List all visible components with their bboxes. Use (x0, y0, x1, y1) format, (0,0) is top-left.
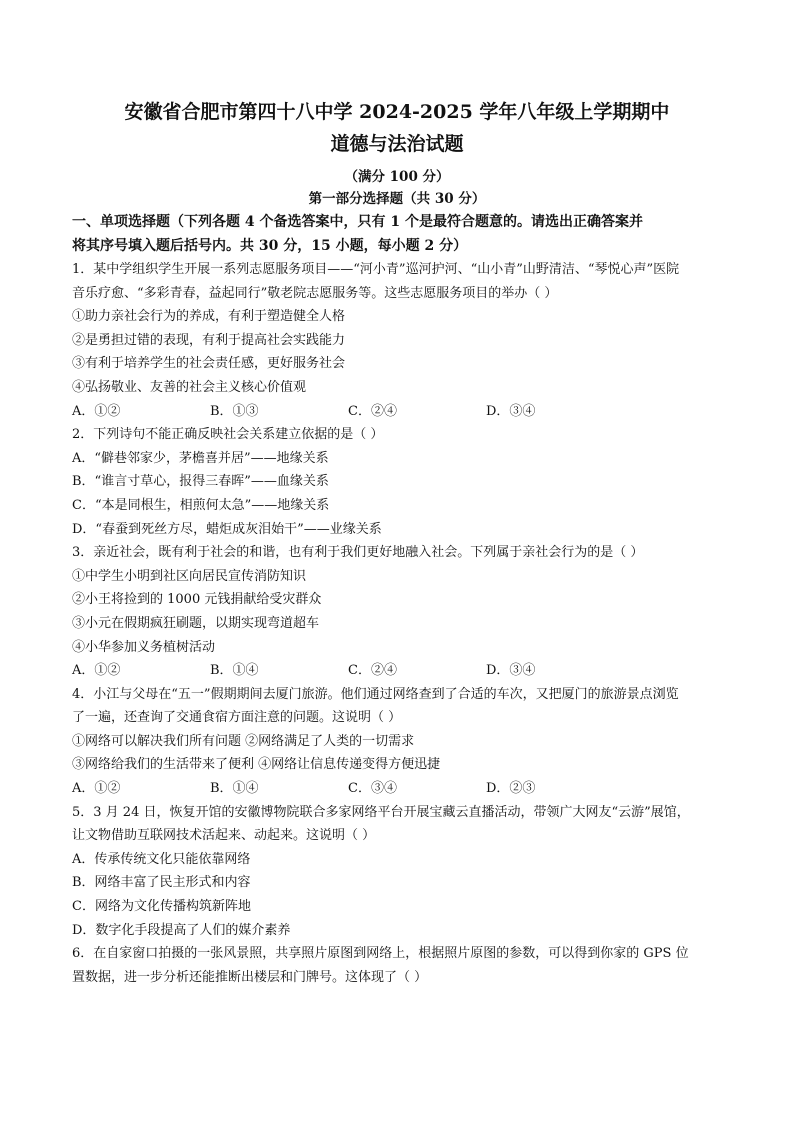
option-d: D．③④ (486, 663, 536, 679)
statement-item: ②小王将捡到的 1000 元钱捐献给受灾群众 (72, 592, 322, 608)
question-5 (72, 801, 722, 943)
choice-b: B．“谁言寸草心，报得三春晖”——血缘关系 (72, 474, 329, 490)
choice-b: B．网络丰富了民主形式和内容 (72, 875, 251, 891)
question-1 (72, 258, 722, 423)
option-b: B．①④ (210, 781, 259, 797)
statement-item: ③网络给我们的生活带来了便利 ④网络让信息传递变得方便迅捷 (72, 757, 441, 773)
option-c: C．②④ (348, 663, 397, 679)
option-c: C．③④ (348, 781, 397, 797)
statement-item: ④小华参加义务植树活动 (72, 639, 216, 655)
option-c: C．②④ (348, 403, 397, 419)
choice-c: C．网络为文化传播构筑新阵地 (72, 899, 251, 915)
statement-item: ③有利于培养学生的社会责任感，更好服务社会 (72, 356, 346, 372)
statement-item: ①助力亲社会行为的养成，有利于塑造健全人格 (72, 309, 346, 325)
question-6 (72, 942, 722, 989)
answer-options (72, 400, 722, 424)
option-a: A．①② (72, 403, 121, 419)
exam-title: 安徽省合肥市第四十八中学 2024-2025 学年八年级上学期期中 (124, 101, 670, 123)
choice-a: A．传承传统文化只能依靠网络 (72, 851, 251, 867)
choice-d: D．数字化手段提高了人们的媒介素养 (72, 922, 291, 938)
option-a: A．①② (72, 781, 121, 797)
section-one-heading-cont: 将其序号填入题后括号内。共 30 分，15 小题，每小题 2 分） (72, 238, 468, 254)
statement-item: ③小元在假期疯狂刷题，以期实现弯道超车 (72, 615, 320, 631)
option-b: B．①④ (210, 663, 259, 679)
statement-item: ①中学生小明到社区向居民宣传消防知识 (72, 568, 307, 584)
question-2 (72, 423, 722, 541)
statement-item: ②是勇担过错的表现，有利于提高社会实践能力 (72, 332, 346, 348)
choice-d: D．“春蚕到死丝方尽，蜡炬成灰泪始干”——业缘关系 (72, 521, 382, 537)
question-stem: 6．在自家窗口拍摄的一张风景照，共享照片原图到网络上，根据照片原图的参数，可以得到你家的 GPS 位 (72, 946, 689, 962)
option-d: D．②③ (486, 781, 536, 797)
part-one-heading: 第一部分选择题（共 30 分） (308, 191, 486, 207)
question-4 (72, 683, 722, 801)
answer-options (72, 777, 722, 801)
question-stem: 5．3 月 24 日，恢复开馆的安徽博物院联合多家网络平台开展宝藏云直播活动，带领广大网友“云游”展馆， (72, 804, 690, 820)
question-stem: 了一遍，还查询了交通食宿方面注意的问题。这说明（ ） (72, 710, 402, 726)
statement-item: ④弘扬敬业、友善的社会主义核心价值观 (72, 379, 307, 395)
question-stem: 音乐疗愈、“多彩青春，益起同行”敬老院志愿服务等。这些志愿服务项目的举办（ ） (72, 285, 558, 301)
option-b: B．①③ (210, 403, 259, 419)
question-stem: 2．下列诗句不能正确反映社会关系建立依据的是（ ） (72, 427, 384, 443)
question-stem: 3．亲近社会，既有利于社会的和谐，也有利于我们更好地融入社会。下列属于亲社会行为的是（ ） (72, 545, 644, 561)
section-one-heading: 一、单项选择题（下列各题 4 个备选答案中，只有 1 个是最符合题意的。请选出正确答案并 (72, 214, 643, 230)
option-d: D．③④ (486, 403, 536, 419)
exam-page (72, 96, 722, 989)
question-stem: 置数据，进一步分析还能推断出楼层和门牌号。这体现了（ ） (72, 969, 428, 985)
choice-c: C．“本是同根生，相煎何太急”——地缘关系 (72, 497, 330, 513)
full-score-note: （满分 100 分） (344, 169, 450, 185)
question-stem: 4．小江与父母在“五一”假期期间去厦门旅游。他们通过网络查到了合适的车次，又把厦门的旅游景点浏览 (72, 686, 679, 702)
question-stem: 让文物借助互联网技术活起来、动起来。这说明（ ） (72, 828, 376, 844)
statement-item: ①网络可以解决我们所有问题 ②网络满足了人类的一切需求 (72, 733, 415, 749)
option-a: A．①② (72, 663, 121, 679)
answer-options (72, 659, 722, 683)
question-stem: 1．某中学组织学生开展一系列志愿服务项目——“河小青”巡河护河、“山小青”山野清洁、“琴悦心声”医院 (72, 262, 680, 277)
exam-subject-title: 道德与法治试题 (330, 133, 464, 155)
choice-a: A．“僻巷邻家少，茅檐喜并居”——地缘关系 (72, 450, 329, 466)
question-3 (72, 541, 722, 683)
